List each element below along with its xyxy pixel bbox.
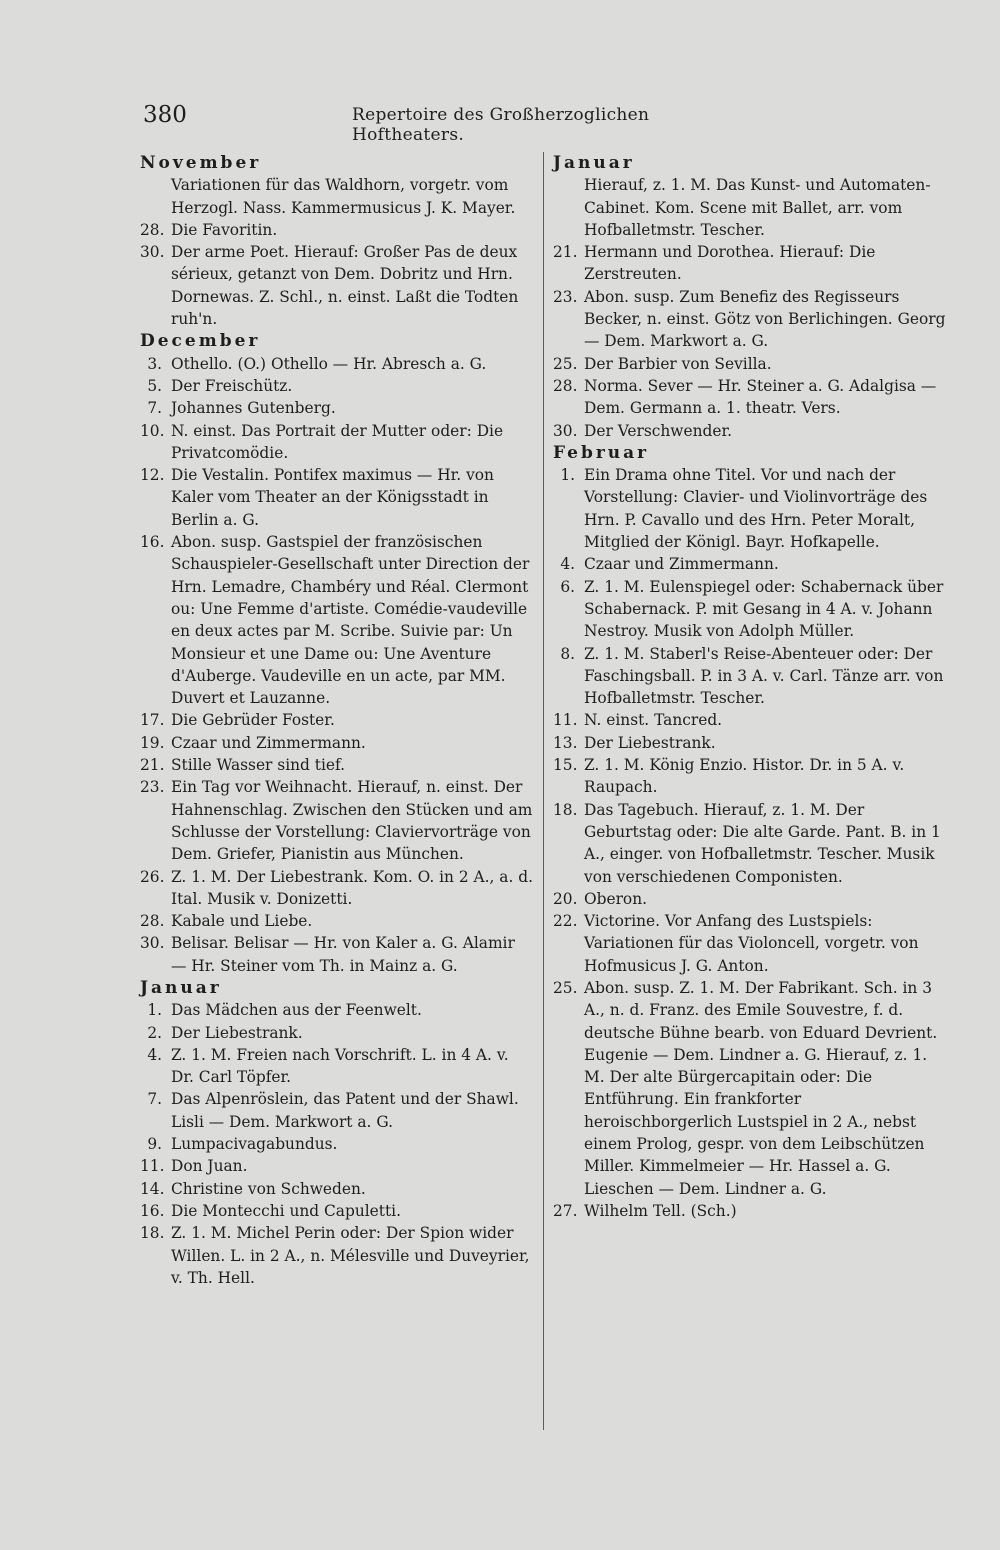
entry-text: Der Verschwender. [584,421,733,440]
performance-entry [140,531,535,709]
entry-text: Ein Drama ohne Titel. Vor und nach der Vorstellung: Clavier- und Violinvorträge des Hrn. P. Cavallo und des Hrn. Peter Moralt, Mitglied der Königl. Bayr. Hofkapelle. [584,466,928,552]
entry-text: N. einst. Das Portrait der Mutter oder: Die Privatcomödie. [171,421,504,462]
entry-day: 16. [140,1201,165,1220]
entry-text: Czaar und Zimmermann. [584,555,779,574]
performance-entry [553,353,948,375]
entry-text: Der Liebestrank. [584,733,716,752]
performance-entry [553,799,948,888]
performance-entry [140,932,535,977]
entry-day: 30. [553,421,578,440]
entry-day: 30. [140,934,165,953]
performance-entry [140,776,535,865]
performance-entry [553,420,948,442]
performance-entry [553,643,948,710]
month-heading: Februar [553,442,650,463]
entry-text: Z. 1. M. Der Liebestrank. Kom. O. in 2 A., a. d. Ital. Musik v. Donizetti. [171,867,534,908]
entry-text: Abon. susp. Zum Benefiz des Regisseurs Becker, n. einst. Götz von Berlichingen. Georg — Dem. Markwort a. G. [584,287,946,351]
entry-text: Oberon. [584,889,648,908]
entry-text: Ein Tag vor Weihnacht. Hierauf, n. einst. Der Hahnenschlag. Zwischen den Stücken und am Schlusse der Vorstellung: Claviervorträge von Dem. Griefer, Pianistin aus München. [171,778,533,864]
entry-text: Hermann und Dorothea. Hierauf: Die Zerstreuten. [584,243,876,284]
entry-day: 11. [140,1157,165,1176]
entry-day: 19. [140,733,165,752]
performance-entry [553,1200,948,1222]
entry-text: Abon. susp. Gastspiel der französischen Schauspieler-Gesellschaft unter Direction der Hrn. Lemadre, Chambéry und Réal. Clermont ou: Une Femme d'artiste. Comédie-vaudeville en deux actes par M. Scribe. Suivie par: Un Monsieur et une Dame ou: Une Aventure d'Auberge. Vaudeville en un acte, par MM. Duvert et Lauzanne. [171,533,530,708]
performance-entry [140,910,535,932]
entry-day: 13. [553,733,578,752]
entry-text: Belisar. Belisar — Hr. von Kaler a. G. Alamir — Hr. Steiner vom Th. in Mainz a. G. [171,934,515,975]
entry-day: 18. [140,1224,165,1243]
entry-text: Die Montecchi und Capuletti. [171,1201,401,1220]
performance-entry [553,375,948,420]
entry-text: Czaar und Zimmermann. [171,733,366,752]
entry-text: N. einst. Tancred. [584,711,723,730]
column-divider [543,152,544,1430]
performance-entry [140,241,535,330]
entry-text: Johannes Gutenberg. [171,399,336,418]
performance-entry [553,553,948,575]
entry-text: Die Favoritin. [171,220,278,239]
performance-entry [553,732,948,754]
entry-text: Der Barbier von Sevilla. [584,354,772,373]
entry-day: 4. [560,555,575,574]
performance-entry [140,1022,535,1044]
entry-day: 23. [140,778,165,797]
entry-day: 16. [140,533,165,552]
performance-entry [140,1133,535,1155]
entry-text: Abon. susp. Z. 1. M. Der Fabrikant. Sch. in 3 A., n. d. Franz. des Emile Souvestre, f. d. deutsche Bühne bearb. von Eduard Devrient. Eugenie — Dem. Lindner a. G. Hierauf, z. 1. M. Der alte Bürgercapitain oder: Die Entführung. Ein frankforter heroischborgerlich Lustspiel in 2 A., nebst einem Prolog, gespr. von dem Leibschützen Miller. Kimmelmeier — Hr. Hassel a. G. Lieschen — Dem. Lindner a. G. [584,978,938,1198]
month-heading: Januar [140,977,222,998]
entry-day: 15. [553,756,578,775]
entry-day: 7. [147,1090,162,1109]
entry-day: 3. [147,354,162,373]
performance-entry [140,1088,535,1133]
entry-day: 18. [553,800,578,819]
entry-day: 1. [147,1001,162,1020]
performance-entry [140,732,535,754]
entry-day: 21. [553,243,578,262]
entry-text: Z. 1. M. Staberl's Reise-Abenteuer oder: Der Faschingsball. P. in 3 A. v. Carl. Tänze arr. von Hofballetmstr. Tescher. [584,644,944,708]
entry-day: 5. [147,376,162,395]
entry-text: Die Gebrüder Foster. [171,711,335,730]
performance-entry [553,977,948,1200]
performance-entry [553,576,948,643]
entry-day: 25. [553,978,578,997]
month-heading: November [140,153,262,173]
entry-day: 27. [553,1201,578,1220]
performance-entry [140,1178,535,1200]
entry-continuation [140,174,535,219]
entry-day: 2. [147,1023,162,1042]
entry-text: Das Tagebuch. Hierauf, z. 1. M. Der Geburtstag oder: Die alte Garde. Pant. B. in 1 A., einger. von Hofballetmstr. Tescher. Musik von verschiedenen Componisten. [584,800,941,886]
entry-text: Der Liebestrank. [171,1023,303,1042]
performance-entry [140,1155,535,1177]
entry-text: Stille Wasser sind tief. [171,756,346,775]
performance-entry [553,464,948,553]
left-column [140,152,535,1289]
entry-text: Z. 1. M. Freien nach Vorschrift. L. in 4 A. v. Dr. Carl Töpfer. [171,1045,509,1087]
entry-text: Variationen für das Waldhorn, vorgetr. vom Herzogl. Nass. Kammermusicus J. K. Mayer. [171,176,516,217]
entry-text: Lumpacivagabundus. [171,1135,338,1154]
entry-day: 17. [140,711,165,730]
month-heading: Januar [553,153,635,173]
entry-day: 25. [553,354,578,373]
entry-text: Das Mädchen aus der Feenwelt. [171,1001,422,1020]
right-column [553,152,948,1222]
entry-day: 21. [140,756,165,775]
entry-text: Norma. Sever — Hr. Steiner a. G. Adalgisa — Dem. Germann a. 1. theatr. Vers. [584,376,937,418]
performance-entry [140,353,535,375]
entry-text: Wilhelm Tell. (Sch.) [584,1201,737,1220]
performance-entry [140,709,535,731]
performance-entry [140,1200,535,1222]
performance-entry [140,464,535,531]
entry-day: 28. [140,220,165,239]
entry-day: 14. [140,1179,165,1198]
entry-text: Z. 1. M. Michel Perin oder: Der Spion wider Willen. L. in 2 A., n. Mélesville und Duveyrier, v. Th. Hell. [171,1224,530,1287]
performance-entry [140,397,535,419]
entry-text: Z. 1. M. Eulenspiegel oder: Schabernack über Schabernack. P. mit Gesang in 4 A. v. Johann Nestroy. Musik von Adolph Müller. [584,577,944,641]
entry-day: 28. [553,376,578,395]
entry-day: 12. [140,466,165,485]
performance-entry [140,999,535,1021]
entry-text: Der arme Poet. Hierauf: Großer Pas de deux sérieux, getanzt von Dem. Dobritz und Hrn. Dornewas. Z. Schl., n. einst. Laßt die Todten ruh'n. [171,243,519,329]
entry-day: 4. [147,1045,162,1064]
performance-entry [140,754,535,776]
entry-text: Kabale und Liebe. [171,912,313,931]
performance-entry [553,709,948,731]
entry-day: 22. [553,912,578,931]
entry-day: 10. [140,421,165,440]
entry-text: Don Juan. [171,1157,248,1176]
entry-day: 26. [140,867,165,886]
performance-entry [553,888,948,910]
entry-day: 7. [147,399,162,418]
month-heading: December [140,331,261,352]
entry-day: 1. [560,466,575,485]
page-number: 380 [143,102,187,128]
performance-entry [140,866,535,911]
entry-day: 9. [147,1135,162,1154]
entry-text: Othello. (O.) Othello — Hr. Abresch a. G. [171,354,487,373]
entry-text: Die Vestalin. Pontifex maximus — Hr. von Kaler vom Theater an der Königsstadt in Berlin a. G. [171,466,494,529]
performance-entry [140,1044,535,1089]
entry-text: Das Alpenröslein, das Patent und der Shawl. Lisli — Dem. Markwort a. G. [171,1090,519,1131]
performance-entry [140,375,535,397]
entry-day: 23. [553,287,578,306]
entry-text: Z. 1. M. König Enzio. Histor. Dr. in 5 A. v. Raupach. [584,756,905,797]
running-title: Repertoire des Großherzoglichen Hoftheaters. [352,105,650,145]
performance-entry [553,286,948,353]
entry-text: Der Freischütz. [171,376,293,395]
entry-day: 6. [560,577,575,596]
entry-text: Victorine. Vor Anfang des Lustspiels: Variationen für das Violoncell, vorgetr. von Hofmusicus J. G. Anton. [584,912,919,975]
performance-entry [553,910,948,977]
running-header [143,102,743,145]
performance-entry [553,241,948,286]
entry-continuation [553,174,948,241]
entry-day: 8. [560,644,575,663]
entry-day: 28. [140,912,165,931]
entry-day: 11. [553,711,578,730]
entry-day: 20. [553,889,578,908]
entry-text: Christine von Schweden. [171,1179,366,1198]
performance-entry [140,1222,535,1289]
entry-day: 30. [140,243,165,262]
performance-entry [140,420,535,465]
entry-text: Hierauf, z. 1. M. Das Kunst- und Automaten-Cabinet. Kom. Scene mit Ballet, arr. vom Hofballetmstr. Tescher. [584,176,931,239]
performance-entry [553,754,948,799]
performance-entry [140,219,535,241]
